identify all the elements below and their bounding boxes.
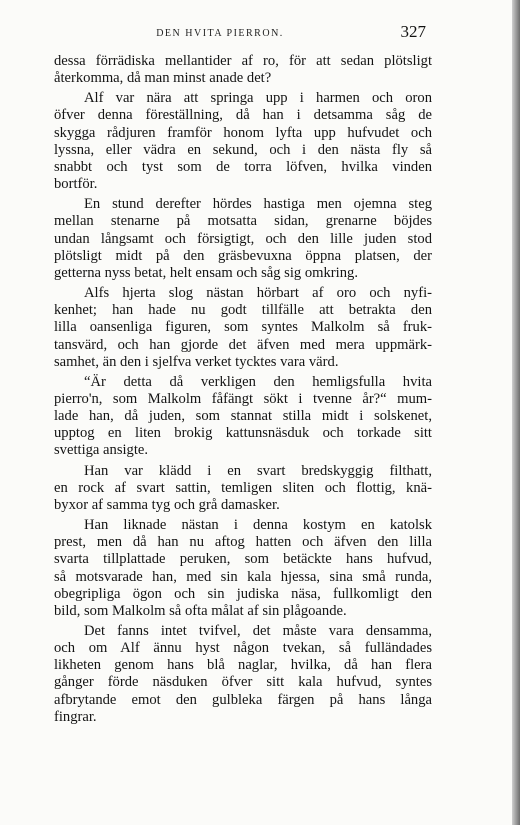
text-line: återkomma, då man minst anade det? — [54, 70, 272, 87]
page-edge-shadow — [512, 0, 520, 825]
text-line: öfver denna föreställning, då han i detsamma såg de — [54, 107, 432, 124]
text-line: dessa förrädiska mellantider af ro, för att sedan plötsligt — [54, 53, 432, 69]
text-line: undan långsamt och försigtigt, och den lille juden stod — [54, 230, 432, 247]
text-line: snabbt och tyst som de torra löfven, hvilka vinden — [54, 158, 432, 175]
text-line: prest, men då han nu aftog hatten och äfven den lilla — [54, 534, 432, 551]
text-line: tansvärd, och han gjorde det äfven med mera uppmärk- — [54, 336, 432, 353]
text-line: Han liknade nästan i denna kostym en katolsk — [84, 517, 432, 534]
text-line: Han var klädd i en svart bredskyggig filthatt, — [84, 462, 432, 479]
paragraph — [54, 623, 432, 726]
text-line: plötsligt midt på den gräsbevuxna öppna platsen, der — [54, 247, 432, 264]
paragraph — [54, 90, 432, 193]
body-text — [54, 53, 432, 726]
text-line: fingrar. — [54, 708, 97, 725]
text-line: likheten genom hans blå naglar, hvilka, då han flera — [54, 657, 432, 674]
text-line: kenhet; han hade nu godt tillfälle att betrakta den — [54, 302, 432, 319]
paragraph — [54, 196, 432, 282]
text-line: och om Alf ännu hyst någon tvekan, så fulländades — [54, 640, 432, 657]
paragraph — [54, 53, 432, 87]
text-line: gånger förde näsduken öfver sitt kala hufvud, syntes — [54, 674, 432, 691]
text-line: upptog en liten brokig kattunsnäsduk och torkade sitt — [54, 425, 432, 442]
text-line: obegripliga ögon och sin judiska näsa, fullkomligt den — [54, 585, 432, 602]
text-line: mellan stenarne på motsatta sidan, grenarne böjdes — [54, 213, 432, 230]
text-line: afbrytande emot den gulbleka färgen på hans långa — [54, 691, 432, 708]
page-number: 327 — [400, 22, 426, 41]
text-line: lade han, då juden, som stannat stilla midt i solskenet, — [54, 408, 432, 425]
text-line: pierro'n, som Malkolm fåfängt sökt i tvenne år?“ mum- — [54, 390, 432, 407]
text-line: getterna nyss betat, helt ensam och såg sig omkring. — [54, 264, 358, 281]
page-header — [54, 22, 426, 40]
text-line: Det fanns intet tvifvel, det måste vara densamma, — [84, 623, 432, 639]
paragraph — [54, 517, 432, 620]
text-line: så motsvarade han, med sin kala hjessa, sina små runda, — [54, 568, 432, 585]
text-line: samhet, än den i sjelfva verket tycktes vara värd. — [54, 353, 339, 370]
text-line: en rock af svart sattin, temligen sliten och flottig, knä- — [54, 479, 432, 496]
text-line: En stund derefter hördes hastiga men ojemna steg — [84, 196, 432, 213]
text-line: bild, som Malkolm så ofta målat af sin plågoande. — [54, 602, 347, 619]
text-line: lilla oansenliga figuren, som syntes Malkolm så fruk- — [54, 319, 432, 336]
text-line: skygga rådjuren framför honom lyfta upp hufvudet och — [54, 124, 432, 141]
paragraph — [54, 374, 432, 460]
running-head: DEN HVITA PIERRON. — [156, 28, 284, 39]
text-line: byxor af samma tyg och grå damasker. — [54, 496, 280, 513]
text-line: “Är detta då verkligen den hemligsfulla hvita — [84, 373, 432, 390]
text-line: bortför. — [54, 176, 98, 193]
paragraph — [54, 463, 432, 514]
text-line: Alfs hjerta slog nästan hörbart af oro och nyfi- — [84, 285, 432, 302]
paragraph — [54, 285, 432, 371]
text-line: Alf var nära att springa upp i harmen och oron — [84, 90, 432, 107]
text-line: svarta tillplattade peruken, som betäckte hans hufvud, — [54, 551, 432, 568]
text-line: lyssna, eller vädra en sekund, och i den nästa fly så — [54, 141, 432, 158]
text-line: svettiga ansigte. — [54, 442, 149, 459]
